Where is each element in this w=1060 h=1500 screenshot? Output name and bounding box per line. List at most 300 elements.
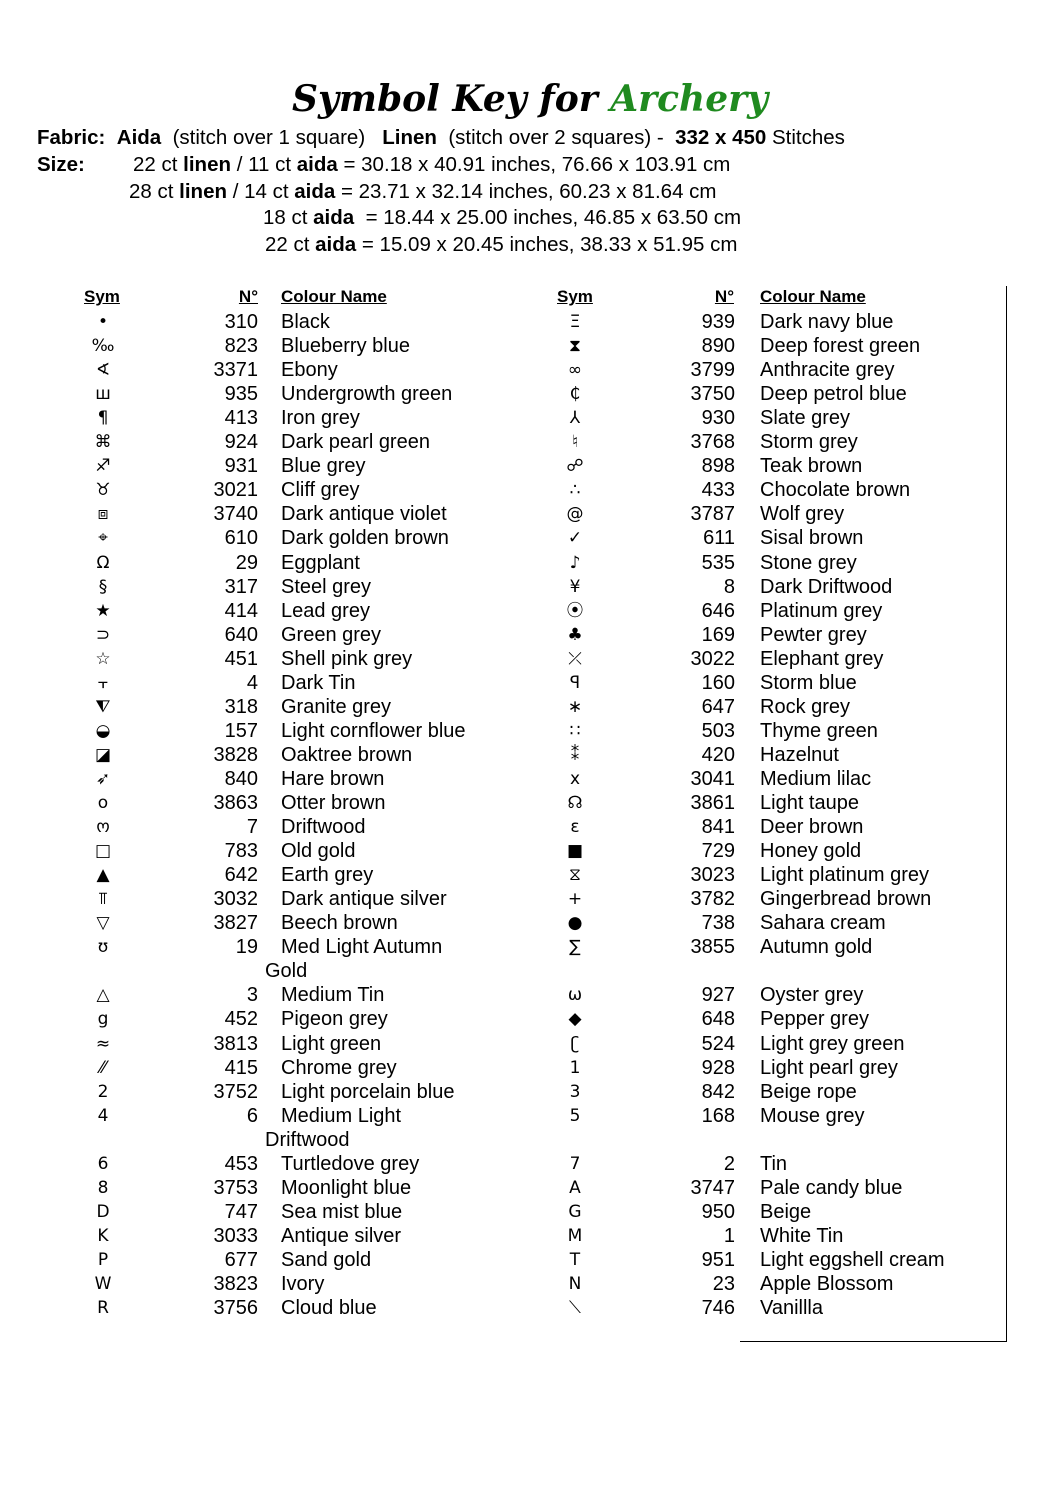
colour-name: Sisal brown [760,527,864,550]
key-row-right [0,911,1060,935]
key-row-right [0,815,1060,839]
key-row-right [0,1296,1060,1320]
colour-name: Anthracite grey [760,359,895,382]
key-row-right [0,671,1060,695]
thread-number: 3752 [213,1080,258,1103]
key-row-continuation [0,959,1060,983]
key-row-right [0,1152,1060,1176]
colour-name: Undergrowth green [281,383,453,406]
key-row-right [0,935,1060,959]
stitch-symbol: D [96,1201,110,1222]
colour-name: Dark navy blue [760,311,894,333]
colour-name: Pigeon grey [281,1008,388,1031]
thread-number: 3021 [213,479,258,502]
size-label-text: Size: [37,153,85,176]
key-row-right [0,695,1060,719]
thread-number: 452 [224,1008,258,1031]
thread-number: 841 [701,816,735,839]
colour-name: Sahara cream [760,912,886,935]
size-line-3 [263,206,741,230]
thread-number: 413 [224,407,258,430]
size-2-sep: / 14 ct [232,180,289,203]
colour-name: Chocolate brown [760,479,911,502]
thread-number: 642 [224,864,258,887]
fabric-linen: Linen [382,126,437,149]
thread-number: 842 [701,1080,735,1103]
size-line-4 [265,233,737,257]
key-row-right [0,406,1060,430]
stitch-symbol: + [567,889,583,910]
thread-number: 935 [224,383,258,406]
stitch-symbol: ʊ [97,937,109,958]
stitch-symbol: ʗ [570,1033,580,1054]
stitch-symbol: ⁑ [570,744,580,765]
header-num-right: N° [714,287,734,306]
thread-number: 3747 [690,1176,735,1199]
size-3-dims: = 18.44 x 25.00 inches, 46.85 x 63.50 cm [365,206,742,229]
colour-name: Teak brown [760,455,863,478]
colour-name: Hare brown [281,767,385,790]
stitch-symbol: ◪ [94,744,112,765]
colour-name: Wolf grey [760,503,845,526]
stitch-symbol: ꟼ [569,672,581,693]
header-name-right: Colour Name [760,287,866,306]
thread-number: 647 [701,695,735,718]
colour-name: Old gold [281,840,356,863]
thread-number: 6 [246,1104,258,1127]
stitch-symbol: ◆ [568,1009,582,1030]
stitch-symbol: ☊ [567,793,583,813]
stitch-symbol: o [97,793,109,813]
colour-name: Ivory [281,1273,325,1295]
thread-number: 747 [224,1200,258,1223]
key-row-right [0,983,1060,1007]
colour-name: Green grey [281,623,382,646]
key-row-right [0,382,1060,406]
colour-name: Rock grey [760,695,851,718]
stitch-symbol: ♪ [569,552,581,573]
stitch-symbol: ‰ [91,336,115,357]
thread-number: 648 [701,1008,735,1031]
size-2-dims: = 23.71 x 32.14 inches, 60.23 x 81.64 cm [340,180,717,203]
stitch-symbol: g [97,1009,109,1030]
key-row-right [0,551,1060,575]
thread-number: 3787 [690,503,735,526]
stitch-symbol: P [97,1249,109,1270]
thread-number: 3022 [690,647,735,670]
bottom-border-line [740,1341,1007,1342]
key-row-right [0,1104,1060,1128]
stitch-symbol: § [98,576,108,597]
stitch-symbol: ¶ [97,408,109,429]
colour-name: Pepper grey [760,1008,869,1031]
stitch-symbol: 7 [569,1153,581,1174]
key-row-right [0,310,1060,334]
stitch-symbol: ● [567,913,583,934]
stitch-symbol: ⌖ [98,528,108,549]
key-row-right [0,887,1060,911]
stitch-symbol: W [94,1274,112,1294]
colour-name: Earth grey [281,864,374,887]
colour-name: Medium lilac [760,767,872,790]
key-row-right [0,478,1060,502]
colour-name: Deep forest green [760,335,921,358]
thread-number: 4 [246,671,258,694]
size-1-count: 22 ct [133,153,178,176]
thread-number: 3033 [213,1224,258,1247]
colour-name: Mouse grey [760,1104,865,1127]
key-row-right [0,791,1060,815]
key-row-right [0,454,1060,478]
colour-name: Thyme green [760,719,878,742]
colour-name: Autumn gold [760,936,873,959]
colour-name: Slate grey [760,407,851,430]
colour-name: Cliff grey [281,479,360,502]
stitch-symbol: R [97,1298,109,1319]
colour-name: Stone grey [760,551,857,574]
thread-number: 3032 [213,888,258,911]
thread-number: 746 [701,1297,735,1320]
size-label [37,153,85,177]
header-name-left: Colour Name [281,287,387,306]
colour-name: Dark Tin [281,671,356,694]
stitch-symbol: ¥ [569,576,581,597]
colour-name: Light pearl grey [760,1056,898,1079]
thread-number: 1 [723,1224,735,1247]
colour-name: Sea mist blue [281,1200,403,1223]
colour-name: Turtledove grey [281,1152,420,1175]
colour-name: Oyster grey [760,984,864,1007]
colour-name: Iron grey [281,407,360,430]
stitch-symbol: ⟍ [569,1298,581,1319]
thread-number: 19 [235,936,258,959]
stitch-symbol: 2 [97,1081,109,1102]
colour-name: Elephant grey [760,647,884,670]
header-num-left: N° [238,287,258,306]
thread-number: 453 [224,1152,258,1175]
key-row-right [0,526,1060,550]
stitch-symbol: ⤫ [568,648,582,669]
colour-name: Deep petrol blue [760,383,907,406]
thread-number: 840 [224,767,258,790]
stitch-symbol: Ω [96,552,110,573]
thread-number: 433 [701,479,735,502]
colour-name: Med Light Autumn [281,936,443,959]
stitch-symbol: • [97,312,109,332]
thread-number: 890 [701,335,735,358]
thread-number: 3861 [690,792,735,814]
fabric-aida: Aida [116,126,162,149]
stitch-symbol: ★ [95,600,111,621]
stitch-symbol: ■ [566,841,584,862]
key-row-right [0,502,1060,526]
size-4-dims: = 15.09 x 20.45 inches, 38.33 x 51.95 cm [361,233,738,256]
colour-name: Light green [281,1032,382,1055]
stitch-symbol: ω [567,985,583,1006]
key-row-right [0,1007,1060,1031]
thread-number: 951 [701,1248,735,1271]
key-row-right [0,1176,1060,1200]
fabric-label: Fabric: [37,126,106,149]
stitch-symbol: ⌘ [94,432,112,453]
thread-number: 3827 [213,912,258,935]
colour-name: Granite grey [281,695,392,718]
stitch-symbol: 8 [97,1177,109,1198]
colour-name: Medium Tin [281,984,385,1007]
thread-number: 646 [701,599,735,622]
thread-number: 414 [224,599,258,622]
colour-name: Pale candy blue [760,1176,903,1199]
stitch-symbol: ⧈ [97,504,109,525]
colour-name: Honey gold [760,840,862,863]
colour-name: Blue grey [281,455,366,478]
colour-name: Vanillla [760,1297,823,1320]
colour-name: Dark antique violet [281,503,447,526]
stitch-symbol: ∢ [95,360,111,381]
thread-number: 823 [224,335,258,358]
stitch-symbol: N [568,1274,582,1294]
key-row-right [0,647,1060,671]
thread-number: 29 [235,551,258,574]
stitch-symbol: ◒ [95,720,111,741]
thread-number: 169 [701,623,735,646]
colour-name: Beech brown [281,912,398,935]
thread-number: 950 [701,1200,735,1223]
colour-name: Light porcelain blue [281,1080,455,1103]
thread-number: 310 [224,311,258,333]
fabric-linen-note: (stitch over 2 squares) - [448,126,664,149]
thread-number: 939 [701,311,735,333]
stitch-symbol: ε [570,817,580,838]
colour-name: Deer brown [760,816,864,839]
colour-name: Storm grey [760,431,858,454]
thread-number: 3023 [690,864,735,887]
fabric-stitches: 332 x 450 [675,126,767,149]
colour-name: Medium Light [281,1104,402,1127]
thread-number: 3041 [690,767,735,790]
key-row-right [0,623,1060,647]
thread-number: 3371 [213,359,258,382]
stitch-symbol: 5 [569,1105,581,1126]
stitch-symbol: △ [96,985,110,1006]
thread-number: 2 [723,1152,735,1175]
size-3-count: 18 ct [263,206,308,229]
thread-number: 3753 [213,1176,258,1199]
size-2-fabric: linen [179,180,227,203]
thread-number: 3855 [690,936,735,959]
size-2-count: 28 ct [129,180,174,203]
size-1-fabric: linen [183,153,231,176]
colour-name-continuation: Driftwood [265,1128,350,1151]
stitch-symbol: ო [96,817,110,838]
title-pattern-name: Archery [610,78,769,120]
colour-name: White Tin [760,1224,844,1247]
thread-number: 535 [701,551,735,574]
size-1-fabric-2: aida [296,153,338,176]
stitch-symbol: ♣ [567,624,583,645]
colour-name: Light taupe [760,792,859,814]
thread-number: 783 [224,840,258,863]
thread-number: 420 [701,743,735,766]
colour-name: Dark golden brown [281,527,449,550]
thread-number: 898 [701,455,735,478]
stitch-symbol: ∷ [569,720,581,741]
colour-name: Otter brown [281,792,386,814]
stitch-symbol: A [569,1177,581,1198]
colour-name: Apple Blossom [760,1273,894,1295]
size-4-fabric: aida [315,233,357,256]
size-line-2 [129,180,717,204]
stitch-symbol: ⦿ [566,600,584,621]
colour-name: Beige rope [760,1080,857,1103]
thread-number: 317 [224,575,258,598]
thread-number: 610 [224,527,258,550]
stitch-symbol: M [567,1225,583,1246]
colour-name: Eggplant [281,551,360,574]
colour-name: Beige [760,1200,812,1223]
colour-name: Storm blue [760,671,857,694]
colour-name: Dark Driftwood [760,575,893,598]
key-row-right [0,743,1060,767]
stitch-symbol: ▽ [96,913,110,934]
colour-name: Dark pearl green [281,431,430,454]
colour-name: Light grey green [760,1032,905,1055]
colour-name: Lead grey [281,599,370,622]
thread-number: 3768 [690,431,735,454]
thread-number: 3823 [213,1273,258,1295]
colour-name: Driftwood [281,816,366,839]
thread-number: 3782 [690,888,735,911]
thread-number: 3756 [213,1297,258,1320]
thread-number: 924 [224,431,258,454]
colour-name: Antique silver [281,1224,402,1247]
stitch-symbol: ♉ [95,480,111,501]
thread-number: 451 [224,647,258,670]
fabric-line [37,126,845,150]
thread-number: 3828 [213,743,258,766]
key-row-right [0,1032,1060,1056]
colour-name: Cloud blue [281,1297,377,1320]
size-4-count: 22 ct [265,233,310,256]
header-sym-right: Sym [557,287,593,306]
fabric-aida-note: (stitch over 1 square) [172,126,366,149]
colour-name-continuation: Gold [265,960,308,983]
colour-name: Platinum grey [760,599,883,622]
colour-name: Black [281,311,330,333]
thread-number: 927 [701,984,735,1007]
stitch-symbol: ♐ [95,456,111,477]
key-row-right [0,1272,1060,1296]
thread-number: 8 [723,575,735,598]
colour-name: Moonlight blue [281,1176,412,1199]
colour-name: Light platinum grey [760,864,929,887]
colour-name: Chrome grey [281,1056,397,1079]
stitch-symbol: 1 [569,1057,581,1078]
stitch-symbol: ⧖ [569,865,581,886]
thread-number: 640 [224,623,258,646]
stitch-symbol: ☆ [95,648,111,669]
size-1-sep: / 11 ct [236,153,292,176]
key-row-right [0,839,1060,863]
thread-number: 7 [246,816,258,839]
stitch-symbol: □ [94,841,112,862]
stitch-symbol: ∞ [567,360,583,381]
key-row-right [0,430,1060,454]
stitch-symbol: @ [566,504,584,525]
key-row-right [0,1248,1060,1272]
thread-number: 168 [701,1104,735,1127]
header-sym-left: Sym [84,287,120,306]
thread-number: 3740 [213,503,258,526]
colour-name: Tin [760,1152,788,1175]
colour-name: Blueberry blue [281,335,410,358]
colour-name: Hazelnut [760,743,839,766]
thread-number: 677 [224,1248,258,1271]
colour-name: Steel grey [281,575,372,598]
stitch-symbol: ☍ [566,456,584,477]
stitch-symbol: ∴ [569,480,581,501]
thread-number: 738 [701,912,735,935]
stitch-symbol: ⫪ [98,889,108,910]
stitch-symbol: ∑ [569,937,581,958]
key-row-right [0,1200,1060,1224]
stitch-symbol: ⊃ [95,624,111,645]
stitch-symbol: ⧨ [95,696,111,717]
stitch-symbol: ✓ [567,528,583,549]
colour-name: Dark antique silver [281,888,447,911]
page-title [0,78,1060,120]
stitch-symbol: ⅄ [569,408,581,429]
thread-number: 157 [224,719,258,742]
fabric-stitches-word: Stitches [771,126,845,149]
stitch-symbol: ⧗ [569,336,581,357]
thread-number: 729 [701,840,735,863]
stitch-symbol: G [568,1201,582,1222]
key-row-right [0,1080,1060,1104]
thread-number: 930 [701,407,735,430]
size-2-fabric-2: aida [294,180,336,203]
thread-number: 3 [246,984,258,1007]
right-border-line [1006,286,1007,1342]
stitch-symbol: T [569,1249,581,1270]
thread-number: 928 [701,1056,735,1079]
stitch-symbol: K [97,1225,109,1246]
thread-number: 318 [224,695,258,718]
thread-number: 3799 [690,359,735,382]
size-3-fabric: aida [313,206,355,229]
stitch-symbol: ₵ [569,384,581,405]
thread-number: 3863 [213,792,258,814]
colour-name: Gingerbread brown [760,888,932,911]
stitch-symbol: 4 [97,1105,109,1126]
thread-number: 611 [703,527,735,550]
colour-name: Oaktree brown [281,743,413,766]
stitch-symbol: ≈ [95,1033,111,1054]
stitch-symbol: 3 [569,1081,581,1102]
thread-number: 503 [701,719,735,742]
thread-number: 3750 [690,383,735,406]
stitch-symbol: ➶ [95,768,111,789]
key-row-right [0,358,1060,382]
size-1-dims: = 30.18 x 40.91 inches, 76.66 x 103.91 cm [343,153,731,176]
stitch-symbol: ш [95,384,111,405]
key-row-right [0,1224,1060,1248]
thread-number: 415 [224,1056,258,1079]
stitch-symbol: Ξ [569,312,581,332]
key-row-continuation [0,1128,1060,1152]
thread-number: 23 [712,1273,735,1295]
colour-name: Shell pink grey [281,647,413,670]
